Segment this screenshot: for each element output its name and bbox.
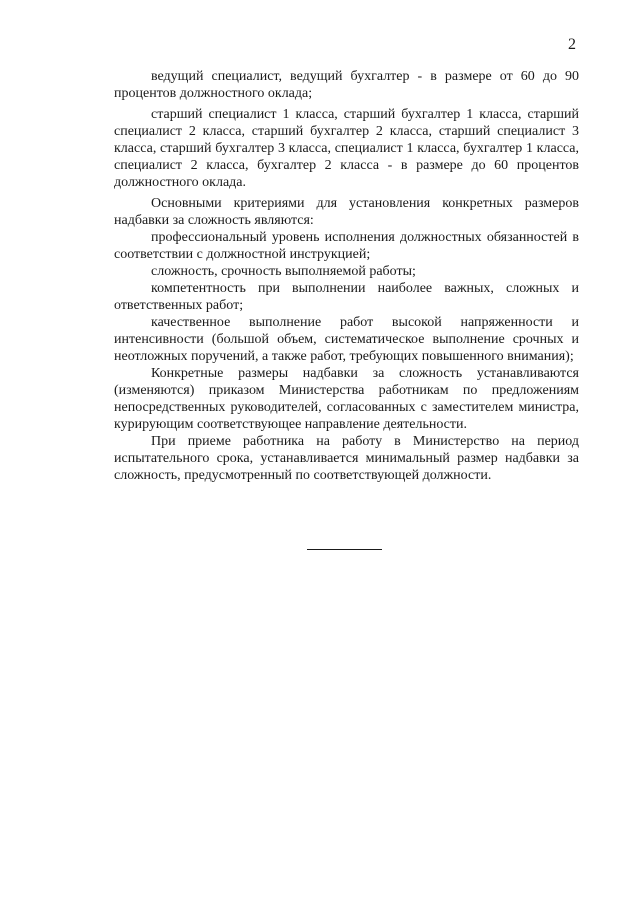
- end-of-text-rule: [307, 549, 382, 550]
- paragraph-criterion-quality: качественное выполнение работ высокой напряженности и интенсивности (большой объем, систематическое выполнение срочных и неотложных поручений, а также работ, требующих повышенного внимания);: [114, 315, 579, 364]
- paragraph-criterion-professional-level: профессиональный уровень исполнения должностных обязанностей в соответствии с должностной инструкцией;: [114, 230, 579, 262]
- paragraph-leading-specialist: ведущий специалист, ведущий бухгалтер - в размере от 60 до 90 процентов должностного оклада;: [114, 69, 579, 101]
- paragraph-criterion-competence: компетентность при выполнении наиболее важных, сложных и ответственных работ;: [114, 281, 579, 313]
- document-body: [114, 68, 579, 484]
- page-number: 2: [568, 36, 576, 53]
- paragraph-specific-amounts: Конкретные размеры надбавки за сложность устанавливаются (изменяются) приказом Министерства работникам по предложениям непосредственных руководителей, согласованных с заместителем министра, курирующим соответствующее направление деятельности.: [114, 366, 579, 432]
- paragraph-probation: При приеме работника на работу в Министерство на период испытательного срока, устанавливается минимальный размер надбавки за сложность, предусмотренный по соответствующей должности.: [114, 434, 579, 483]
- paragraph-criterion-complexity: сложность, срочность выполняемой работы;: [151, 264, 416, 279]
- paragraph-criteria-intro: Основными критериями для установления конкретных размеров надбавки за сложность являются:: [114, 196, 579, 228]
- paragraph-senior-specialists: старший специалист 1 класса, старший бухгалтер 1 класса, старший специалист 2 класса, старший бухгалтер 2 класса, старший специалист 3 класса, старший бухгалтер 3 класса, специалист 1 класса, бухгалтер 1 класса, специалист 2 класса, бухгалтер 2 класса - в размере до 60 процентов должностного оклада.: [114, 107, 579, 190]
